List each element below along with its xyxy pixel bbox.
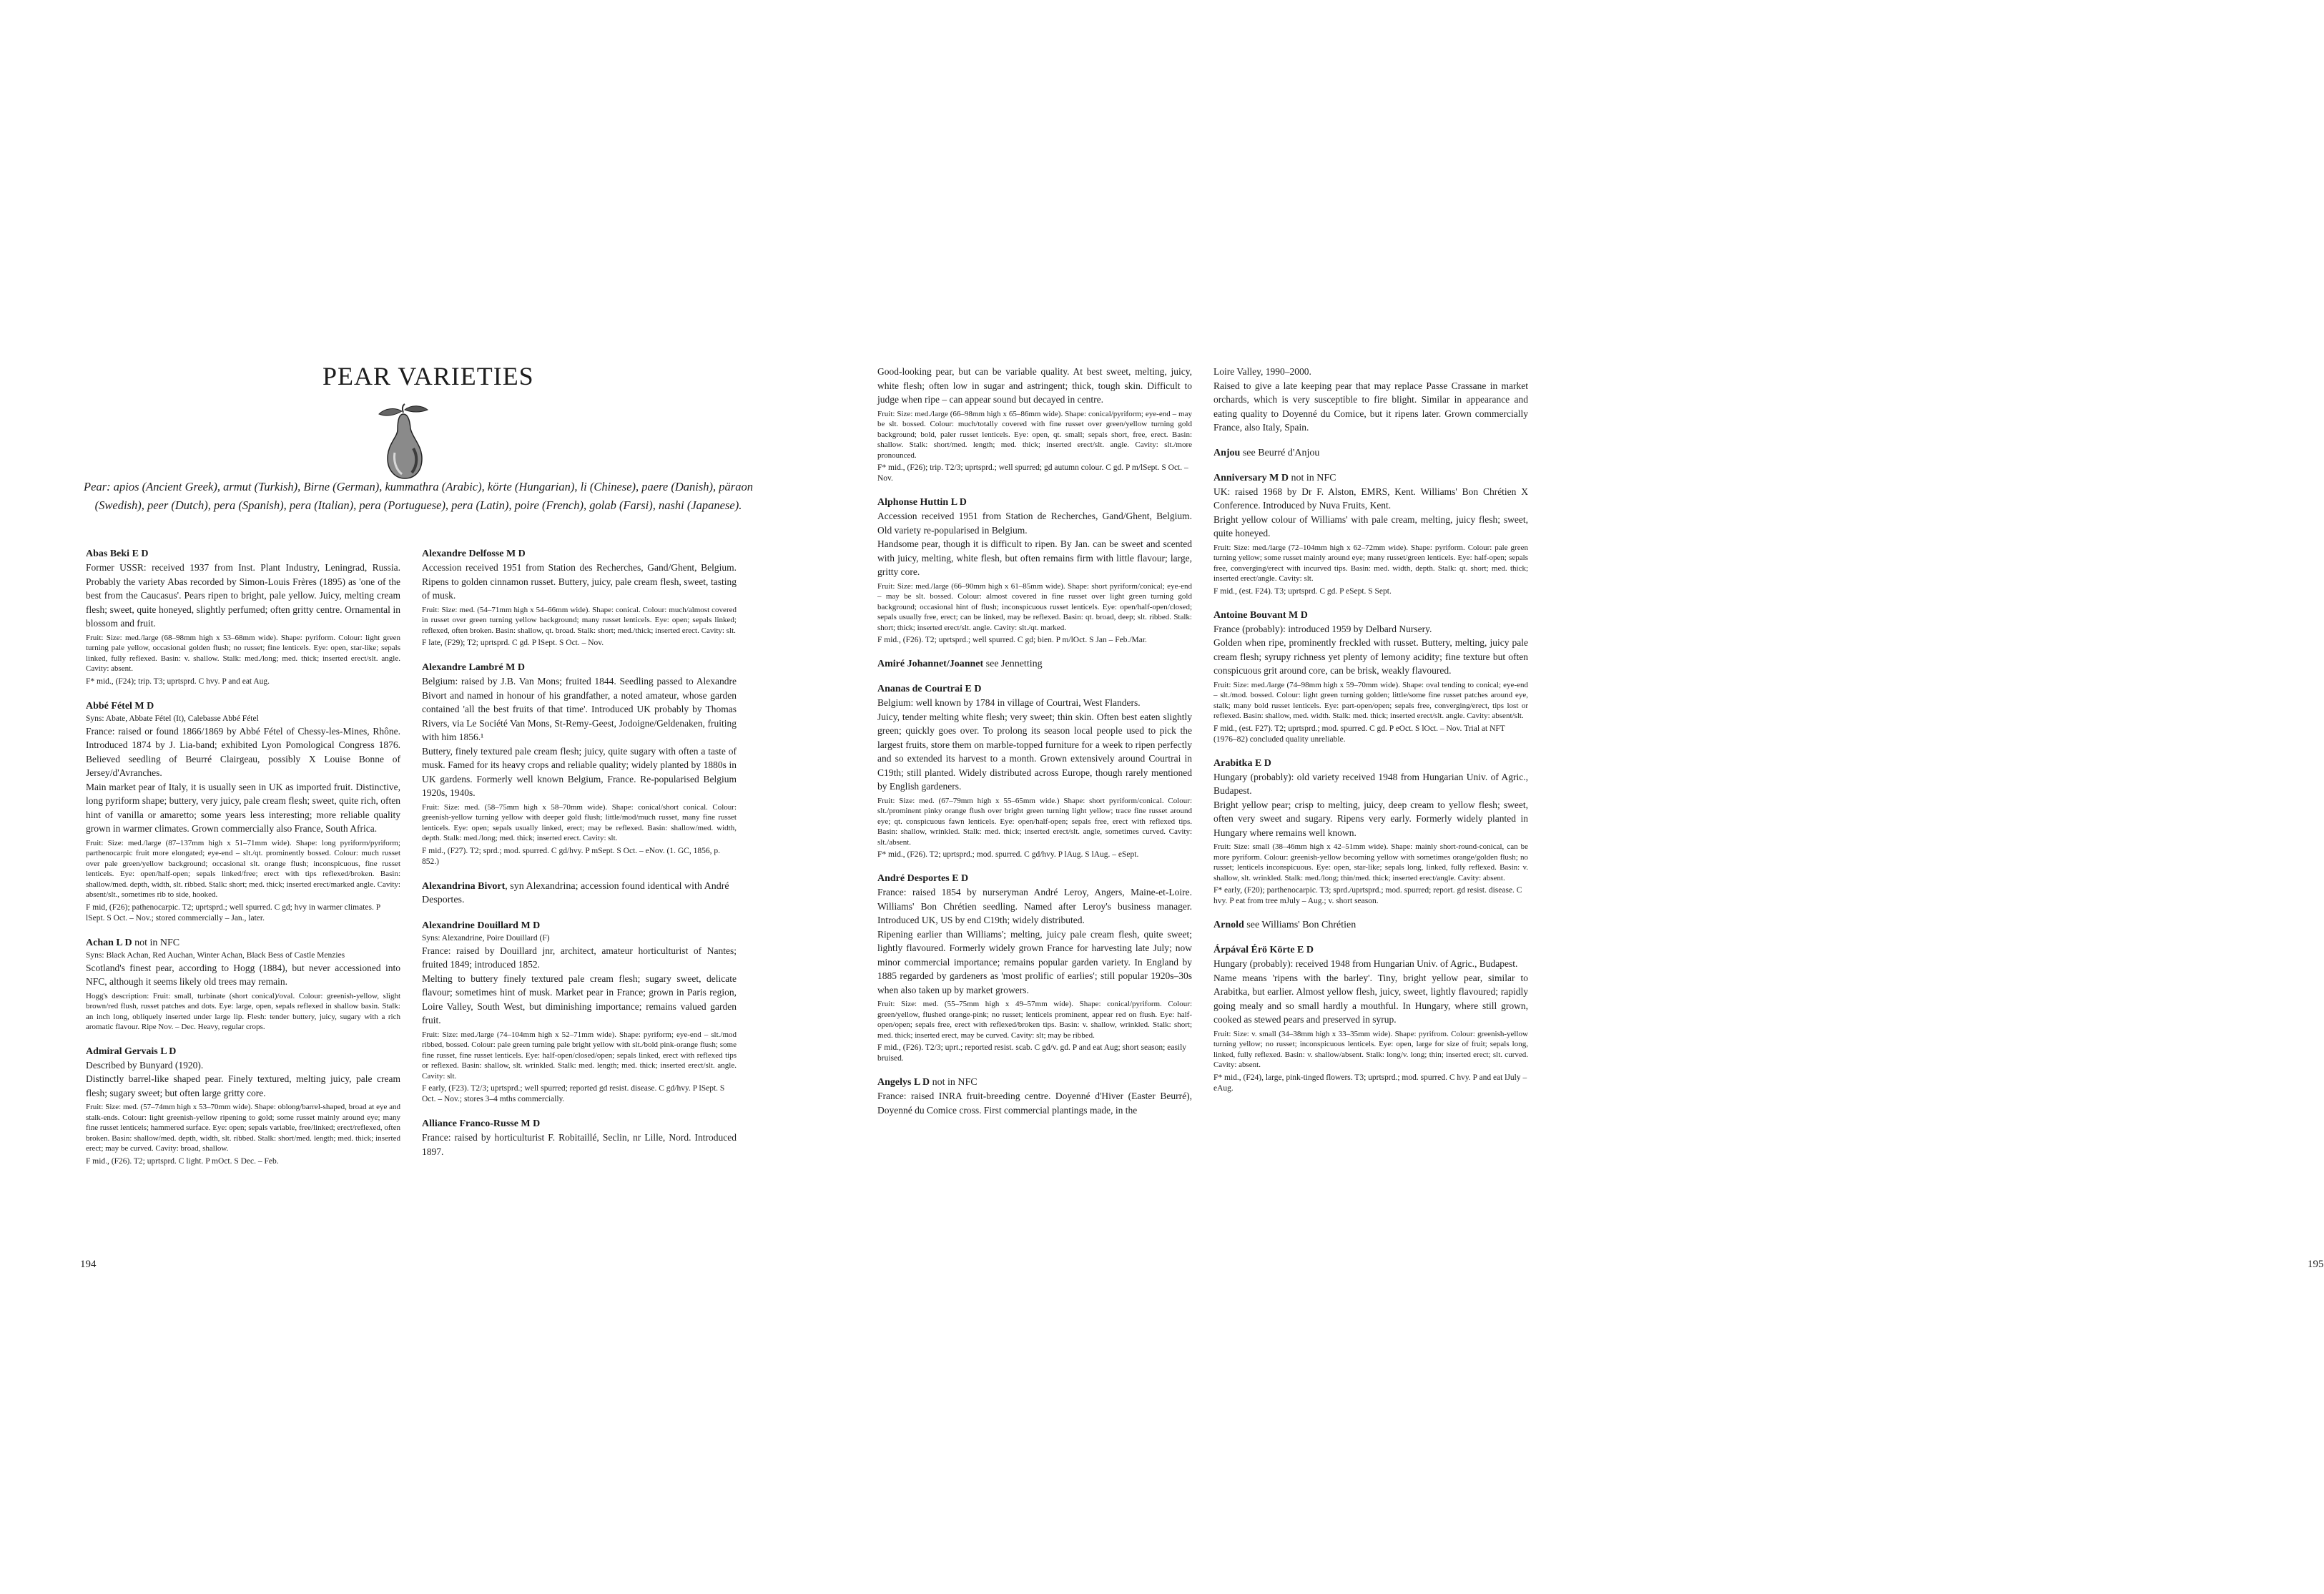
variety-heading bbox=[422, 661, 737, 674]
variety-entry bbox=[1213, 609, 1528, 745]
fruit-details: Fruit: Size: med./large (66–90mm high x 61–85mm wide). Shape: short pyriform/conical; eye-end – may be slt. bossed. Colour: almost covered in fine russet over light green turning gold background; occasional hint of flush; inconspicuous russet lenticels. Eye: open/half-open/closed; sepals usually free, erect; can be linked, may be reflexed. Basin: qt. broad, deep; slt. ribbed. Stalk: short; thick; inserted erect/slt. angle. Cavity: slt./qt. marked. bbox=[877, 581, 1192, 632]
variety-description: Hungary (probably): received 1948 from Hungarian Univ. of Agric., Budapest. bbox=[1213, 958, 1518, 969]
variety-description: Main market pear of Italy, it is usually seen in UK as imported fruit. Distinctive, long pyriform shape; buttery, very juicy, pale cream flesh; sweet, quite rich, often hint of vanilla or amaretto; some years less interesting; more reliable quality grown in warmer climates. Grown commercially also France, South Africa. bbox=[86, 781, 400, 834]
fruit-details: Fruit: Size: med. (58–75mm high x 58–70mm wide). Shape: conical/short conical. Colour: greenish-yellow turning yellow with deeper gold flush; little/mod/much russet, many fine russet lenticels. Eye: open; sepals usually linked, erect; may be reflexed. Basin: shallow/med. width, depth. Stalk: med./long; med. thick; inserted erect. Cavity: slt. bbox=[422, 802, 737, 842]
page-number: 194 bbox=[80, 1259, 97, 1270]
variety-entry bbox=[86, 936, 400, 1033]
variety-entry bbox=[86, 1045, 400, 1167]
variety-description: Hungary (probably): old variety received 1948 from Hungarian Univ. of Agric., Budapest. bbox=[1213, 771, 1528, 796]
variety-name: Abas Beki E D bbox=[86, 548, 149, 559]
flowering-cropping-info: F* early, (F20); parthenocarpic. T3; sprd./uprtsprd.; mod. spurred; report. gd resist. disease. C hvy. P eat from tree mJuly – Aug.; v. short season. bbox=[1213, 886, 1522, 905]
variety-heading bbox=[422, 880, 737, 907]
variety-description: Raised to give a late keeping pear that may replace Passe Crassane in market orchards, which is very susceptible to fire blight. Similar in appearance and eating quality to Doyenné du Comice, but it ripens later. Grown commercially France, also Italy, Spain. bbox=[1213, 380, 1528, 433]
variety-description: Belgium: well known by 1784 in village of Courtrai, West Flanders. bbox=[877, 697, 1141, 708]
variety-heading bbox=[86, 1045, 400, 1058]
fruit-details: Fruit: Size: med. (67–79mm high x 55–65mm wide.) Shape: short pyriform/conical. Colour: slt./prominent pinky orange flush over bright green turning light yellow; trace fine russet around eye; qt. conspicuous fawn lenticels. Eye: open/half-open; sepals free, erect with reflexed tips. Basin: shallow, wrinkled. Stalk: med. thick; inserted erect/slt. angle, sometimes curved. Cavity: slt./absent. bbox=[877, 796, 1192, 847]
variety-description: Belgium: raised by J.B. Van Mons; fruited 1844. Seedling passed to Alexandre Bivort and named in honour of his grandfather, a noted amateur, whose garden contained 'all the best fruits of that time'. Introduced UK probably by Thomas Rivers, via Le Société Van Mons, St-Remy-Geest, Jodoigne/Geldenaken, fruiting with him 1856.¹ bbox=[422, 676, 737, 742]
variety-description: France: raised by horticulturist F. Robitaillé, Seclin, nr Lille, Nord. Introduced 1897. bbox=[422, 1132, 737, 1157]
variety-entry bbox=[1213, 365, 1528, 435]
page-number: 195 bbox=[2308, 1259, 2324, 1270]
variety-description: Accession received 1951 from Station de Recherches, Gand/Ghent, Belgium. Old variety re-popularised in Belgium. bbox=[877, 511, 1192, 536]
left-page bbox=[0, 0, 797, 1594]
variety-entry bbox=[877, 872, 1192, 1064]
variety-heading bbox=[1213, 609, 1528, 622]
variety-heading bbox=[422, 547, 737, 561]
fruit-details: Fruit: Size: med./large (72–104mm high x 62–72mm wide). Shape: pyriform. Colour: pale green turning yellow; some russet mainly around eye; many russet/green lenticels. Eye: half-open; sepals free, converging/erect with incurved tips. Basin: med. width, depth. Stalk: qt. short; med. thick; inserted erect/angle. Cavity: slt. bbox=[1213, 543, 1528, 583]
flowering-cropping-info: F mid., (F26). T2; uprtsprd. C light. P mOct. S Dec. – Feb. bbox=[86, 1156, 279, 1166]
fruit-details: Fruit: Size: v. small (34–38mm high x 33–35mm wide). Shape: pyrifrom. Colour: greenish-yellow turning yellow; no russet; inconspicuous lenticels. Eye: open, large for size of fruit; sepals long, linked, fully reflexed. Basin: v. shallow/absent. Stalk: long/v. long; thin; inserted erect; slt. curved. Cavity: absent. bbox=[1213, 1029, 1528, 1069]
variety-description: Golden when ripe, prominently freckled with russet. Buttery, melting, juicy pale cream flesh; syrupy richness yet plenty of lemony acidity; fine texture but often conspicuous grit around core, can be brisk, weakly flavoured. bbox=[1213, 637, 1528, 676]
flowering-cropping-info: F mid., (F26). T2/3; uprt.; reported resist. scab. C gd/v. gd. P and eat Aug; short season; easily bruised. bbox=[877, 1043, 1187, 1063]
variety-entry bbox=[86, 547, 400, 687]
variety-description: France: raised INRA fruit-breeding centre. Doyenné d'Hiver (Easter Beurré), Doyenné du Comice cross. First commercial plantings made, in the bbox=[877, 1091, 1192, 1116]
variety-description: Bright yellow colour of Williams' with pale cream, melting, juicy flesh; sweet, quite honeyed. bbox=[1213, 513, 1528, 538]
variety-description: France: raised or found 1866/1869 by Abbé Fétel of Chessy-les-Mines, Rhône. Introduced 1874 by J. Lia-band; exhibited Lyon Pomological Congress 1876. Believed seedling of Beurré Clairgeau, possibly X Louise Bonne of Jersey/d'Avranches. bbox=[86, 725, 400, 778]
variety-heading bbox=[86, 936, 400, 950]
variety-name: Alliance Franco-Russe M D bbox=[422, 1118, 541, 1129]
variety-entry bbox=[877, 1076, 1192, 1117]
variety-name: Alphonse Huttin L D bbox=[877, 497, 967, 508]
variety-name: Angelys L D bbox=[877, 1077, 930, 1088]
variety-description: France (probably): introduced 1959 by Delbard Nursery. bbox=[1213, 623, 1432, 634]
variety-description: Described by Bunyard (1920). bbox=[86, 1059, 204, 1071]
variety-heading-note: see Jennetting bbox=[983, 659, 1043, 669]
flowering-cropping-info: F mid., (est. F27). T2; uprtsprd.; mod. spurred. C gd. P eOct. S lOct. – Nov. Trial at NFT (1976–82) concluded quality unreliable. bbox=[1213, 724, 1505, 744]
flowering-cropping-info: F* mid., (F26); trip. T2/3; uprtsprd.; well spurred; gd autumn colour. C gd. P m/lSept. S Oct. – Nov. bbox=[877, 463, 1188, 483]
variety-heading-note: see Williams' Bon Chrétien bbox=[1244, 920, 1357, 930]
variety-description: Good-looking pear, but can be variable quality. At best sweet, melting, juicy, white flesh; often low in sugar and astringent; thick, tough skin. Difficult to judge when ripe – can appear sound but decayed in centre. bbox=[877, 366, 1192, 405]
variety-heading bbox=[1213, 918, 1528, 932]
variety-heading bbox=[86, 547, 400, 561]
variety-description: Melting to buttery finely textured pale cream flesh; sugary sweet, delicate flavour; sometimes hint of musk. Market pear in France; grown in Paris region, Loire Valley, South West, but diminishing importance; remains valued garden fruit. bbox=[422, 973, 737, 1025]
fruit-details: Fruit: Size: med. (54–71mm high x 54–66mm wide). Shape: conical. Colour: much/almost covered in russet over green turning yellow background; many russet lenticels. Eye: open; sepals linked; reflexed, often broken. Basin: shallow, qt. broad. Stalk: short; med./thick; inserted erect. Cavity: slt. bbox=[422, 605, 737, 635]
column-4 bbox=[1213, 365, 1528, 1106]
variety-description: Handsome pear, though it is difficult to ripen. By Jan. can be sweet and scented with juicy, melting, white flesh, but often remains firm with little flavour; large, gritty core. bbox=[877, 538, 1192, 577]
variety-description: Distinctly barrel-like shaped pear. Finely textured, melting juicy, pale cream flesh; sugary sweet; but often large gritty core. bbox=[86, 1073, 400, 1098]
variety-heading-note: see Beurré d'Anjou bbox=[1240, 447, 1320, 458]
variety-description: France: raised 1854 by nurseryman André Leroy, Angers, Maine-et-Loire. Williams' Bon Chrétien seedling. Named after Leroy's business manager. Introduced UK, US by end C19th; widely distributed. bbox=[877, 887, 1192, 925]
fruit-details: Fruit: Size: med./large (66–98mm high x 65–86mm wide). Shape: conical/pyriform; eye-end – may be slt. bossed. Colour: much/totally covered with fine russet over green/yellow turning gold background; bold, paler russet lenticels. Eye: open, qt. small; sepals short, free, erect. Basin: shallow. Stalk: short/med. length; med. thick; inserted erect/slt. angle. Cavity: slt./more pronounced. bbox=[877, 409, 1192, 460]
variety-heading bbox=[877, 657, 1192, 671]
variety-heading-note: , syn Alexandrina; accession found identical with André Desportes. bbox=[422, 880, 729, 905]
fruit-details: Fruit: Size: med. (55–75mm high x 49–57mm wide). Shape: conical/pyriform. Colour: green/yellow, flushed orange-pink; no russet; lenticels prominent, appear red on flush. Eye: half-open/open; sepals free, erect with reflexed/broken tips. Basin: v. shallow, wrinkled. Stalk: short; med. thick; inserted erect, may be curved. Cavity: slt; may be ribbed. bbox=[877, 1000, 1192, 1040]
pear-names-synonyms: Pear: apios (Ancient Greek), armut (Turkish), Birne (German), kummathra (Arabic), körte (Hungarian), li (Chinese), paere (Danish), päraon (Swedish), peer (Dutch), pera (Spanish), pera (Italian), pera (Portuguese), pera (Latin), poire (French), golab (Farsi), nashi (Japanese). bbox=[84, 480, 753, 512]
variety-entry bbox=[1213, 943, 1528, 1094]
flowering-cropping-info: F* mid., (F24), large, pink-tinged flowers. T3; uprtsprd.; mod. spurred. C hvy. P and eat lJuly – eAug. bbox=[1213, 1073, 1527, 1093]
variety-entry bbox=[422, 919, 737, 1106]
variety-entry bbox=[1213, 918, 1528, 932]
variety-entry bbox=[877, 682, 1192, 860]
variety-name: Árpával Érö Körte E D bbox=[1213, 945, 1314, 955]
variety-entry bbox=[1213, 446, 1528, 460]
column-2 bbox=[422, 547, 737, 1171]
variety-name: Achan L D bbox=[86, 937, 132, 948]
variety-synonyms: Syns: Alexandrine, Poire Douillard (F) bbox=[422, 933, 550, 943]
flowering-cropping-info: F* mid., (F24); trip. T3; uprtsprd. C hvy. P and eat Aug. bbox=[86, 677, 270, 686]
variety-entry bbox=[422, 1117, 737, 1158]
fruit-details: Fruit: Size: med./large (74–98mm high x 59–70mm wide). Shape: oval tending to conical; eye-end – slt./mod. bossed. Colour: light green turning golden; little/some fine russet patches around eye, stalk; many bold russet lenticels. Eye: part-open/open; sepals free, converging/erect, tips lost or reflexed. Basin: shallow, med. width. Stalk: med. thick; inserted erect/slt. angle. Cavity: absent/slt. bbox=[1213, 680, 1528, 720]
variety-synonyms: Syns: Abate, Abbate Fétel (It), Calebasse Abbé Fétel bbox=[86, 714, 259, 723]
variety-entry bbox=[1213, 471, 1528, 597]
variety-entry bbox=[877, 657, 1192, 671]
variety-description: Loire Valley, 1990–2000. bbox=[1213, 366, 1311, 377]
variety-description: UK: raised 1968 by Dr F. Alston, EMRS, Kent. Williams' Bon Chrétien X Conference. Introduced by Nuva Fruits, Kent. bbox=[1213, 486, 1528, 511]
variety-description: Juicy, tender melting white flesh; very sweet; thin skin. Often best eaten slightly green; quickly goes over. To prolong its season local people used to pick the largest fruits, store them on marble-topped furniture for a week to ripen perfectly and so extended its harvest to a month. Grown extensively around Courtrai in C19th; still planted. Widely distributed across Europe, though rarely mentioned by English gardeners. bbox=[877, 711, 1192, 792]
column-3 bbox=[877, 365, 1192, 1128]
variety-name: André Desportes E D bbox=[877, 873, 969, 884]
variety-heading bbox=[86, 699, 400, 713]
pear-illustration-icon bbox=[378, 403, 429, 480]
variety-description: Buttery, finely textured pale cream flesh; juicy, quite sugary with often a taste of musk. Famed for its heavy crops and reliable quality; widely planted by 1880s in UK gardens. Formerly well known Belgium, France. Re-popularised Belgium 1920s, 1940s. bbox=[422, 745, 737, 798]
variety-description: Ripening earlier than Williams'; melting, juicy pale cream flesh, quite sweet; lightly flavoured. Formerly widely grown France for harvesting late July; now minor commercial importance; remains popular garden variety. In England by 1885 regarded by gardeners as 'most prolific of earlies'; still popular 1920s–30s when also taken up by market growers. bbox=[877, 928, 1192, 995]
variety-entry bbox=[422, 547, 737, 649]
variety-heading bbox=[1213, 471, 1528, 485]
variety-name: Arabitka E D bbox=[1213, 757, 1271, 769]
variety-name: Antoine Bouvant M D bbox=[1213, 609, 1308, 621]
variety-heading-note: not in NFC bbox=[930, 1077, 978, 1088]
variety-heading bbox=[1213, 943, 1528, 957]
variety-heading bbox=[877, 872, 1192, 885]
fruit-details: Hogg's description: Fruit: small, turbinate (short conical)/oval. Colour: greenish-yellow, slight brown/red flush, russet patches and dots. Eye: large, open, sepals reflexed in shallow basin. Stalk: an inch long, obliquely inserted under large lip. Flesh: tender buttery, juicy, sugary with a rich aromatic flavour. Ripe Nov. – Dec. Heavy, regular crops. bbox=[86, 991, 400, 1031]
variety-entry bbox=[86, 699, 400, 924]
fruit-details: Fruit: Size: med./large (87–137mm high x 51–71mm wide). Shape: long pyriform/pyriform; parthenocarpic fruit more elongated; eye-end – slt./qt. prominently bossed. Colour: much russet over pale green/yellow background; occasional slt. orange flush; inconspicuous, fine russet lenticels. Eye: open/half-open; sepals linked/free; erect with tips reflexed/broken. Basin: shallow/med. depth, width, slt. ribbed. Stalk: short; med. thick; inserted erect/marked angle. Cavity: absent/slt., sometimes rib to side, hooked. bbox=[86, 838, 400, 899]
variety-heading bbox=[1213, 757, 1528, 770]
variety-synonyms: Syns: Black Achan, Red Auchan, Winter Achan, Black Bess of Castle Menzies bbox=[86, 950, 345, 960]
page-title: PEAR VARIETIES bbox=[322, 362, 534, 390]
variety-name: Ananas de Courtrai E D bbox=[877, 684, 982, 694]
flowering-cropping-info: F* mid., (F26). T2; uprtsprd.; mod. spurred. C gd/hvy. P lAug. S lAug. – eSept. bbox=[877, 850, 1139, 859]
flowering-cropping-info: F mid., (F26). T2; uprtsprd.; well spurred. C gd; bien. P m/lOct. S Jan – Feb./Mar. bbox=[877, 636, 1147, 644]
column-1 bbox=[86, 547, 400, 1179]
variety-heading-note: not in NFC bbox=[132, 937, 180, 948]
variety-name: Alexandre Delfosse M D bbox=[422, 548, 526, 559]
variety-entry bbox=[1213, 757, 1528, 907]
variety-name: Alexandrina Bivort bbox=[422, 880, 506, 892]
flowering-cropping-info: F mid., (est. F24). T3; uprtsprd. C gd. P eSept. S Sept. bbox=[1213, 586, 1392, 596]
variety-heading bbox=[877, 682, 1192, 696]
fruit-details: Fruit: Size: med./large (74–104mm high x 52–71mm wide). Shape: pyriform; eye-end – slt./mod ribbed, bossed. Colour: pale green turning pale bright yellow with slt./bold pink-orange flush; some fine russet, fine russet lenticels. Eye: half-open/closed/open; sepals linked, erect with reflexed tips or reflexed. Basin: shallow, slt. wrinkled. Stalk: med. length; med. thick; inserted erect/slt. angle. Cavity: slt. bbox=[422, 1030, 737, 1081]
variety-heading bbox=[877, 1076, 1192, 1089]
variety-name: Alexandre Lambré M D bbox=[422, 662, 525, 673]
variety-name: Arnold bbox=[1213, 920, 1244, 930]
fruit-details: Fruit: Size: med. (57–74mm high x 53–70mm wide). Shape: oblong/barrel-shaped, broad at eye and stalk-ends. Colour: light greenish-yellow ripening to gold; some russet mainly around eye; many fine russet lenticels; hammered surface. Eye: open; sepals variable, free/linked; erect/reflexed, often broken. Basin: shallow/med. depth, width, slt. ribbed. Stalk: short/med. length; med. thick; inserted erect; may be curved. Cavity: broad, shallow. bbox=[86, 1103, 400, 1153]
variety-description: Accession received 1951 from Station des Recherches, Gand/Ghent, Belgium. Ripens to golden cinnamon russet. Buttery, juicy, pale cream flesh, sweet, tasting of musk. bbox=[422, 562, 737, 601]
flowering-cropping-info: F mid., (F27). T2; sprd.; mod. spurred. C gd/hvy. P mSept. S Oct. – eNov. (1. GC, 1856, p. 852.) bbox=[422, 846, 720, 866]
flowering-cropping-info: F early, (F23). T2/3; uprtsprd.; well spurred; reported gd resist. disease. C gd/hvy. P lSept. S Oct. – Nov.; stores 3–4 mths commercially. bbox=[422, 1084, 725, 1103]
variety-description: Scotland's finest pear, according to Hogg (1884), but never accessioned into NFC, although it seems likely old trees may remain. bbox=[86, 962, 400, 987]
flowering-cropping-info: F late, (F29); T2; uprtsprd. C gd. P lSept. S Oct. – Nov. bbox=[422, 639, 604, 647]
flowering-cropping-info: F mid, (F26); pathenocarpic. T2; uprtsprd.; well spurred. C gd; hvy in warmer climates. P lSept. S Oct. – Nov.; stored commercially – Jan., later. bbox=[86, 902, 380, 923]
variety-heading bbox=[877, 496, 1192, 509]
variety-entry bbox=[877, 496, 1192, 646]
variety-description: Former USSR: received 1937 from Inst. Plant Industry, Leningrad, Russia. Probably the variety Abas recorded by Simon-Louis Frères (1895) as 'one of the best from the Caucasus'. Pears ripen to bright, pale yellow. Juicy, melting cream flesh; sweet, quite honeyed, slightly perfumed; often gritty centre. Ornamental in blossom and fruit. bbox=[86, 562, 400, 629]
right-page bbox=[797, 0, 2324, 1594]
fruit-details: Fruit: Size: small (38–46mm high x 42–51mm wide). Shape: mainly short-round-conical, can be more pyriform. Colour: greenish-yellow becoming yellow with sometimes orange/golden flush; no russet; lenticels inconspicuous. Eye: open, star-like; sepals long, linked, fully reflexed. Basin: v. shallow, slt. wrinkled. Stalk: med./long; thin/med. thick; inserted erect/angle. Cavity: absent. bbox=[1213, 842, 1528, 882]
variety-name: Admiral Gervais L D bbox=[86, 1046, 177, 1057]
variety-heading bbox=[422, 1117, 737, 1131]
variety-name: Abbé Fétel M D bbox=[86, 700, 154, 712]
variety-entry bbox=[422, 880, 737, 907]
fruit-details: Fruit: Size: med./large (68–98mm high x 53–68mm wide). Shape: pyriform. Colour: light green turning pale yellow, occasional golden flush; no russet; fine lenticels. Eye: open, star-like; sepals linked, fully reflexed. Basin: v. shallow. Stalk: med./long; med. thick; inserted erect/slt. angle. Cavity: absent. bbox=[86, 633, 400, 673]
variety-name: Amiré Johannet/Joannet bbox=[877, 659, 984, 669]
variety-description: Name means 'ripens with the barley'. Tiny, bright yellow pear, similar to Arabitka, but earlier. Almost yellow flesh, juicy, sweet, lightly flavoured; rapidly going mealy and so small hardly a mouthful. In Hungary, where still grown, cooked as stewed pears and preserved in syrup. bbox=[1213, 972, 1528, 1025]
variety-name: Alexandrine Douillard M D bbox=[422, 920, 541, 931]
variety-entry bbox=[877, 365, 1192, 484]
variety-heading-note: not in NFC bbox=[1289, 472, 1336, 483]
variety-description: France: raised by Douillard jnr, architect, amateur horticulturist of Nantes; fruited 1849; introduced 1852. bbox=[422, 945, 737, 970]
variety-entry bbox=[422, 661, 737, 867]
variety-name: Anniversary M D bbox=[1213, 472, 1289, 483]
variety-heading bbox=[422, 919, 737, 933]
variety-description: Bright yellow pear; crisp to melting, juicy, deep cream to yellow flesh; sweet, often very sweet and sugary. Ripens very early. Formerly widely planted in Hungary where remains well known. bbox=[1213, 799, 1528, 838]
variety-name: Anjou bbox=[1213, 447, 1241, 458]
variety-heading bbox=[1213, 446, 1528, 460]
